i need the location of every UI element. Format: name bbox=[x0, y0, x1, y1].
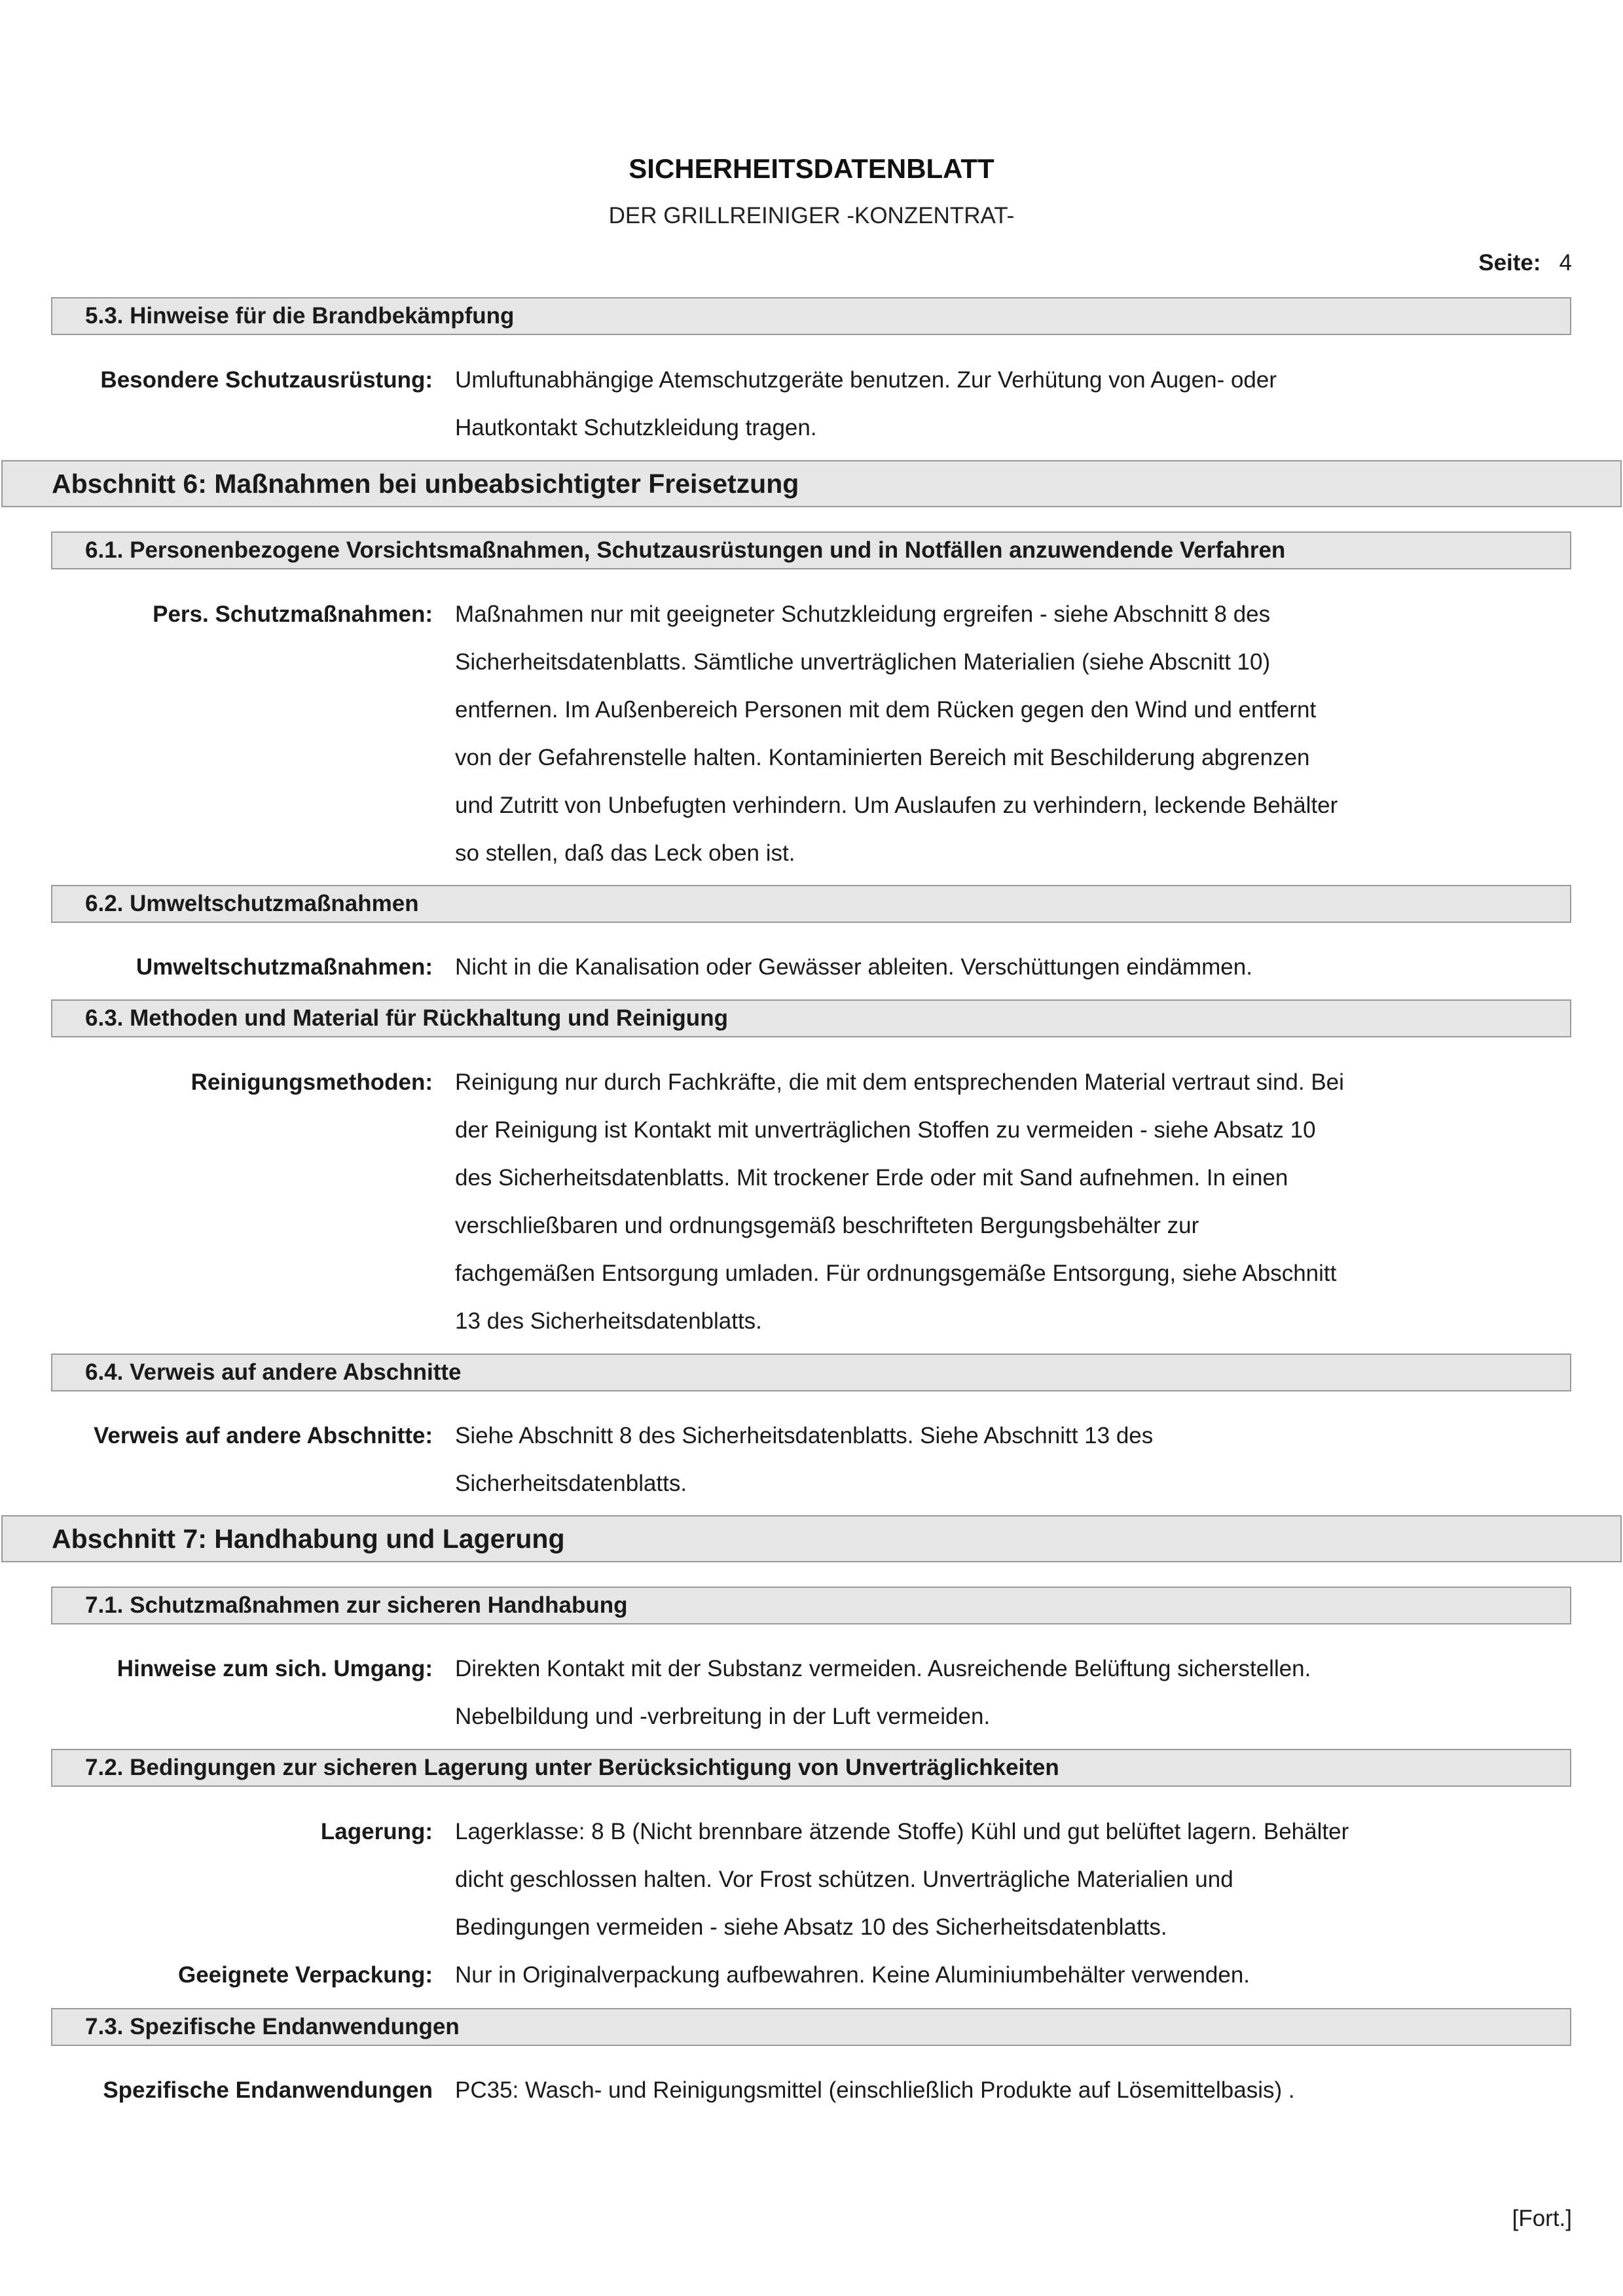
subsection-heading-5-3: 5.3. Hinweise für die Brandbekämpfung bbox=[51, 297, 1571, 335]
text-line: Sicherheitsdatenblatts. Sämtliche unverträglichen Materialien (siehe Abscnitt 10) bbox=[455, 649, 1271, 675]
field-value-reinigungsmethoden bbox=[455, 1058, 1437, 1345]
page-indicator bbox=[1478, 250, 1572, 276]
product-name: DER GRILLREINIGER -KONZENTRAT- bbox=[608, 203, 1015, 228]
text-line: Umluftunabhängige Atemschutzgeräte benutzen. Zur Verhütung von Augen- oder bbox=[455, 367, 1277, 393]
field-label-spezifische-endanwendungen: Spezifische Endanwendungen bbox=[103, 2077, 433, 2103]
field-label-besondere-schutzausruestung: Besondere Schutzausrüstung: bbox=[100, 367, 433, 393]
field-value-pers-schutzmassnahmen bbox=[455, 590, 1437, 877]
field-label-hinweise-umgang: Hinweise zum sich. Umgang: bbox=[117, 1656, 433, 1681]
subsection-heading-6-4: 6.4. Verweis auf andere Abschnitte bbox=[51, 1354, 1571, 1391]
field-value-lagerung bbox=[455, 1808, 1437, 1951]
text-line: Sicherheitsdatenblatts. bbox=[455, 1471, 687, 1496]
text-line: und Zutritt von Unbefugten verhindern. Um Auslaufen zu verhindern, leckende Behälter bbox=[455, 793, 1338, 818]
subsection-heading-7-2: 7.2. Bedingungen zur sicheren Lagerung unter Berücksichtigung von Unverträglichkeiten bbox=[51, 1749, 1571, 1787]
text-line: Direkten Kontakt mit der Substanz vermeiden. Ausreichende Belüftung sicherstellen. bbox=[455, 1656, 1311, 1681]
field-value-geeignete-verpackung bbox=[455, 1951, 1437, 1999]
text-line: so stellen, daß das Leck oben ist. bbox=[455, 840, 795, 866]
field-value-umweltschutzmassnahmen bbox=[455, 943, 1437, 991]
field-label-geeignete-verpackung: Geeignete Verpackung: bbox=[177, 1962, 433, 1988]
text-line: Bedingungen vermeiden - siehe Absatz 10 des Sicherheitsdatenblatts. bbox=[455, 1914, 1167, 1940]
text-line: Lagerklasse: 8 B (Nicht brennbare ätzende Stoffe) Kühl und gut belüftet lagern. Behälter bbox=[455, 1819, 1349, 1844]
field-label-pers-schutzmassnahmen: Pers. Schutzmaßnahmen: bbox=[153, 601, 433, 627]
text-line: entfernen. Im Außenbereich Personen mit dem Rücken gegen den Wind und entfernt bbox=[455, 697, 1317, 723]
document-title: SICHERHEITSDATENBLATT bbox=[629, 153, 994, 184]
subsection-heading-6-2: 6.2. Umweltschutzmaßnahmen bbox=[51, 885, 1571, 923]
text-line: verschließbaren und ordnungsgemäß beschrifteten Bergungsbehälter zur bbox=[455, 1213, 1199, 1238]
continued-marker: [Fort.] bbox=[1512, 2206, 1572, 2231]
field-label-verweis: Verweis auf andere Abschnitte: bbox=[93, 1423, 433, 1448]
subsection-heading-7-1: 7.1. Schutzmaßnahmen zur sicheren Handhabung bbox=[51, 1587, 1571, 1624]
text-line: 13 des Sicherheitsdatenblatts. bbox=[455, 1308, 762, 1334]
text-line: der Reinigung ist Kontakt mit unverträglichen Stoffen zu vermeiden - siehe Absatz 10 bbox=[455, 1117, 1316, 1143]
field-label-umweltschutzmassnahmen: Umweltschutzmaßnahmen: bbox=[136, 954, 433, 980]
field-value-verweis bbox=[455, 1412, 1437, 1507]
section-heading-7: Abschnitt 7: Handhabung und Lagerung bbox=[1, 1515, 1622, 1562]
text-line: dicht geschlossen halten. Vor Frost schützen. Unverträgliche Materialien und bbox=[455, 1867, 1233, 1892]
text-line: Siehe Abschnitt 8 des Sicherheitsdatenblatts. Siehe Abschnitt 13 des bbox=[455, 1423, 1154, 1448]
text-line: von der Gefahrenstelle halten. Kontaminierten Bereich mit Beschilderung abgrenzen bbox=[455, 745, 1310, 770]
page-label: Seite: bbox=[1478, 250, 1541, 276]
text-line: Nicht in die Kanalisation oder Gewässer ableiten. Verschüttungen eindämmen. bbox=[455, 954, 1252, 980]
field-label-lagerung: Lagerung: bbox=[320, 1819, 433, 1844]
subsection-heading-6-1: 6.1. Personenbezogene Vorsichtsmaßnahmen, Schutzausrüstungen und in Notfällen anzuwendende Verfahren bbox=[51, 531, 1571, 569]
text-line: Reinigung nur durch Fachkräfte, die mit dem entsprechenden Material vertraut sind. Bei bbox=[455, 1069, 1344, 1095]
text-line: Nur in Originalverpackung aufbewahren. Keine Aluminiumbehälter verwenden. bbox=[455, 1962, 1250, 1988]
field-value-spezifische-endanwendungen bbox=[455, 2066, 1437, 2114]
text-line: des Sicherheitsdatenblatts. Mit trockener Erde oder mit Sand aufnehmen. In einen bbox=[455, 1165, 1288, 1191]
text-line: Nebelbildung und -verbreitung in der Luft vermeiden. bbox=[455, 1704, 991, 1729]
text-line: fachgemäßen Entsorgung umladen. Für ordnungsgemäße Entsorgung, siehe Abschnitt bbox=[455, 1261, 1337, 1286]
field-value-hinweise-umgang bbox=[455, 1645, 1437, 1740]
page-number: 4 bbox=[1559, 250, 1572, 276]
field-value-besondere-schutzausruestung bbox=[455, 356, 1437, 452]
subsection-heading-7-3: 7.3. Spezifische Endanwendungen bbox=[51, 2008, 1571, 2046]
section-heading-6: Abschnitt 6: Maßnahmen bei unbeabsichtigter Freisetzung bbox=[1, 460, 1622, 507]
text-line: Maßnahmen nur mit geeigneter Schutzkleidung ergreifen - siehe Abschnitt 8 des bbox=[455, 601, 1271, 627]
text-line: Hautkontakt Schutzkleidung tragen. bbox=[455, 415, 817, 440]
subsection-heading-6-3: 6.3. Methoden und Material für Rückhaltung und Reinigung bbox=[51, 999, 1571, 1037]
text-line: PC35: Wasch- und Reinigungsmittel (einschließlich Produkte auf Lösemittelbasis) . bbox=[455, 2077, 1295, 2103]
field-label-reinigungsmethoden: Reinigungsmethoden: bbox=[191, 1069, 433, 1095]
